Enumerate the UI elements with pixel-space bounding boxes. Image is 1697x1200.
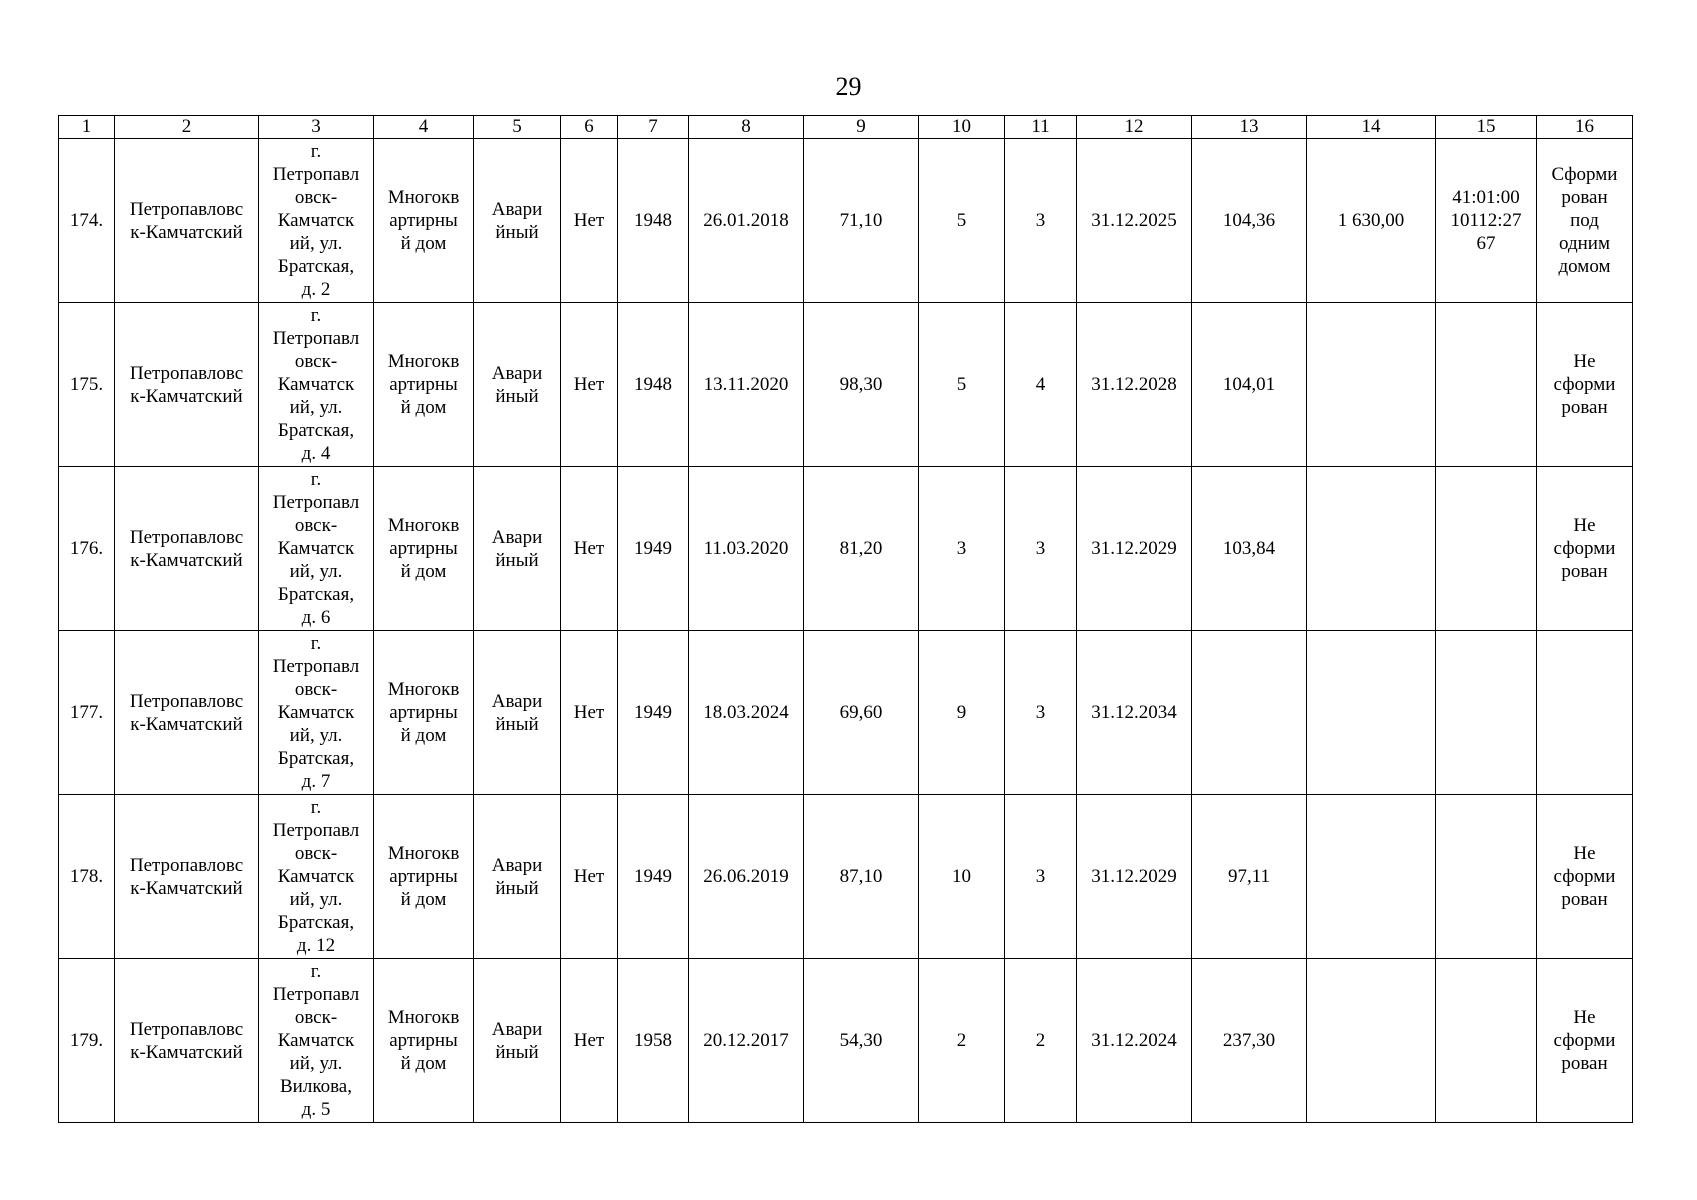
address-text: г. Петропавл овск- Камчатск ий, ул. Вилкова, д. 5 — [272, 961, 360, 1120]
area-cell — [804, 795, 919, 959]
deadline-cell — [1077, 467, 1192, 631]
building-type-cell — [374, 303, 474, 467]
col14-cell — [1307, 795, 1436, 959]
year-cell — [618, 139, 689, 303]
deadline-cell — [1077, 303, 1192, 467]
municipality-cell — [115, 959, 259, 1123]
col11-text: 4 — [1035, 374, 1046, 395]
municipality-text: Петропавловс к-Камчатский — [129, 526, 244, 571]
building-type-cell — [374, 467, 474, 631]
status-cell — [1537, 303, 1633, 467]
col10-text: 10 — [952, 866, 971, 887]
date-cell — [689, 303, 804, 467]
date-cell — [689, 795, 804, 959]
status-cell — [1537, 795, 1633, 959]
date-text: 26.01.2018 — [703, 210, 789, 231]
table-row — [59, 795, 1633, 959]
col14-cell — [1307, 959, 1436, 1123]
deadline-cell — [1077, 139, 1192, 303]
col11-cell — [1005, 631, 1077, 795]
column-header: 11 — [1005, 116, 1077, 139]
status-text: Не сформи рован — [1553, 515, 1616, 582]
year-text: 1949 — [634, 702, 672, 723]
area-text: 69,60 — [839, 702, 883, 723]
flag-text: Нет — [573, 210, 605, 231]
building-type-cell — [374, 139, 474, 303]
municipality-cell — [115, 303, 259, 467]
address-cell — [259, 467, 374, 631]
row-number-cell — [59, 139, 115, 303]
building-type-text: Многокв артирны й дом — [387, 1007, 460, 1074]
condition-cell — [474, 139, 561, 303]
flag-cell — [561, 959, 618, 1123]
address-text: г. Петропавл овск- Камчатск ий, ул. Братская, д. 7 — [272, 633, 360, 792]
col13-cell — [1192, 959, 1307, 1123]
condition-text: Авари йный — [491, 198, 543, 243]
condition-text: Авари йный — [491, 854, 543, 899]
deadline-cell — [1077, 959, 1192, 1123]
municipality-cell — [115, 467, 259, 631]
column-header: 8 — [689, 116, 804, 139]
deadline-text: 31.12.2029 — [1091, 538, 1177, 559]
deadline-cell — [1077, 631, 1192, 795]
row-number-text: 176. — [69, 538, 104, 559]
housing-registry-table — [58, 115, 1633, 1123]
row-number-cell — [59, 303, 115, 467]
deadline-text: 31.12.2028 — [1091, 374, 1177, 395]
building-type-text: Многокв артирны й дом — [387, 679, 460, 746]
col11-text: 3 — [1035, 702, 1046, 723]
municipality-cell — [115, 795, 259, 959]
col13-cell — [1192, 139, 1307, 303]
cadastral-cell — [1436, 303, 1537, 467]
area-text: 71,10 — [839, 210, 883, 231]
col10-text: 2 — [956, 1030, 967, 1051]
row-number-cell — [59, 631, 115, 795]
date-cell — [689, 467, 804, 631]
row-number-cell — [59, 959, 115, 1123]
year-cell — [618, 795, 689, 959]
col13-cell — [1192, 795, 1307, 959]
col10-cell — [919, 139, 1005, 303]
condition-text: Авари йный — [491, 1018, 543, 1063]
year-text: 1948 — [634, 210, 672, 231]
row-number-cell — [59, 795, 115, 959]
address-text: г. Петропавл овск- Камчатск ий, ул. Братская, д. 2 — [272, 141, 360, 300]
cadastral-cell — [1436, 959, 1537, 1123]
col13-cell — [1192, 303, 1307, 467]
condition-cell — [474, 959, 561, 1123]
status-text: Не сформи рован — [1553, 351, 1616, 418]
flag-cell — [561, 467, 618, 631]
col11-cell — [1005, 467, 1077, 631]
building-type-cell — [374, 631, 474, 795]
col10-cell — [919, 303, 1005, 467]
condition-text: Авари йный — [491, 690, 543, 735]
status-text: Не сформи рован — [1553, 843, 1616, 910]
date-cell — [689, 631, 804, 795]
flag-cell — [561, 303, 618, 467]
column-header: 1 — [59, 116, 115, 139]
status-cell — [1537, 467, 1633, 631]
year-text: 1948 — [634, 374, 672, 395]
col10-text: 3 — [956, 538, 967, 559]
address-cell — [259, 631, 374, 795]
col14-text: 1 630,00 — [1337, 210, 1405, 231]
address-text: г. Петропавл овск- Камчатск ий, ул. Братская, д. 6 — [272, 469, 360, 628]
column-header: 5 — [474, 116, 561, 139]
col11-cell — [1005, 959, 1077, 1123]
col11-text: 3 — [1035, 866, 1046, 887]
cadastral-cell — [1436, 631, 1537, 795]
table-row — [59, 139, 1633, 303]
cadastral-cell — [1436, 795, 1537, 959]
flag-cell — [561, 139, 618, 303]
col13-text: 104,36 — [1222, 210, 1276, 231]
condition-text: Авари йный — [491, 526, 543, 571]
area-text: 54,30 — [839, 1030, 883, 1051]
column-header: 2 — [115, 116, 259, 139]
col10-text: 5 — [956, 210, 967, 231]
building-type-text: Многокв артирны й дом — [387, 351, 460, 418]
column-header: 12 — [1077, 116, 1192, 139]
building-type-text: Многокв артирны й дом — [387, 187, 460, 254]
flag-text: Нет — [573, 1030, 605, 1051]
column-header: 9 — [804, 116, 919, 139]
municipality-text: Петропавловс к-Камчатский — [129, 1018, 244, 1063]
cadastral-cell — [1436, 467, 1537, 631]
year-cell — [618, 303, 689, 467]
col11-cell — [1005, 139, 1077, 303]
page-number: 29 — [835, 72, 862, 101]
table-body — [59, 139, 1633, 1123]
address-text: г. Петропавл овск- Камчатск ий, ул. Братская, д. 12 — [272, 797, 360, 956]
address-text: г. Петропавл овск- Камчатск ий, ул. Братская, д. 4 — [272, 305, 360, 464]
area-cell — [804, 631, 919, 795]
municipality-text: Петропавловс к-Камчатский — [129, 854, 244, 899]
year-text: 1958 — [634, 1030, 672, 1051]
col10-cell — [919, 795, 1005, 959]
col13-text: 104,01 — [1222, 374, 1276, 395]
column-header: 6 — [561, 116, 618, 139]
area-text: 98,30 — [839, 374, 883, 395]
municipality-cell — [115, 139, 259, 303]
col11-text: 3 — [1035, 538, 1046, 559]
condition-text: Авари йный — [491, 362, 543, 407]
column-header: 10 — [919, 116, 1005, 139]
col13-text: 97,11 — [1227, 866, 1271, 887]
condition-cell — [474, 795, 561, 959]
year-cell — [618, 467, 689, 631]
deadline-text: 31.12.2025 — [1091, 210, 1177, 231]
header-row — [59, 116, 1633, 139]
municipality-text: Петропавловс к-Камчатский — [129, 690, 244, 735]
flag-text: Нет — [573, 374, 605, 395]
col13-text: 237,30 — [1222, 1030, 1276, 1051]
flag-text: Нет — [573, 866, 605, 887]
year-cell — [618, 959, 689, 1123]
column-header: 7 — [618, 116, 689, 139]
cadastral-cell — [1436, 139, 1537, 303]
deadline-text: 31.12.2034 — [1091, 702, 1177, 723]
column-header: 13 — [1192, 116, 1307, 139]
col11-cell — [1005, 795, 1077, 959]
date-text: 13.11.2020 — [703, 374, 789, 395]
area-cell — [804, 467, 919, 631]
col10-text: 9 — [956, 702, 967, 723]
col13-cell — [1192, 467, 1307, 631]
row-number-text: 179. — [69, 1030, 104, 1051]
status-cell — [1537, 631, 1633, 795]
status-cell — [1537, 959, 1633, 1123]
column-header: 15 — [1436, 116, 1537, 139]
status-text: Не сформи рован — [1553, 1007, 1616, 1074]
column-header: 14 — [1307, 116, 1436, 139]
address-cell — [259, 959, 374, 1123]
col13-text: 103,84 — [1222, 538, 1276, 559]
status-text: Сформи рован под одним домом — [1551, 164, 1618, 277]
area-cell — [804, 139, 919, 303]
area-text: 81,20 — [839, 538, 883, 559]
col11-cell — [1005, 303, 1077, 467]
municipality-cell — [115, 631, 259, 795]
date-text: 26.06.2019 — [703, 866, 789, 887]
col10-text: 5 — [956, 374, 967, 395]
deadline-text: 31.12.2024 — [1091, 1030, 1177, 1051]
date-text: 11.03.2020 — [703, 538, 789, 559]
year-text: 1949 — [634, 866, 672, 887]
date-cell — [689, 959, 804, 1123]
col10-cell — [919, 631, 1005, 795]
col14-cell — [1307, 139, 1436, 303]
row-number-text: 177. — [69, 702, 104, 723]
year-text: 1949 — [634, 538, 672, 559]
deadline-text: 31.12.2029 — [1091, 866, 1177, 887]
deadline-cell — [1077, 795, 1192, 959]
column-header: 16 — [1537, 116, 1633, 139]
col11-text: 2 — [1035, 1030, 1046, 1051]
col14-cell — [1307, 303, 1436, 467]
column-header: 4 — [374, 116, 474, 139]
col14-cell — [1307, 631, 1436, 795]
area-cell — [804, 303, 919, 467]
row-number-text: 178. — [69, 866, 104, 887]
date-text: 18.03.2024 — [703, 702, 789, 723]
column-header: 3 — [259, 116, 374, 139]
row-number-text: 174. — [69, 210, 104, 231]
date-cell — [689, 139, 804, 303]
municipality-text: Петропавловс к-Камчатский — [129, 198, 244, 243]
flag-text: Нет — [573, 538, 605, 559]
building-type-cell — [374, 795, 474, 959]
address-cell — [259, 795, 374, 959]
table-header — [59, 116, 1633, 139]
col11-text: 3 — [1035, 210, 1046, 231]
condition-cell — [474, 303, 561, 467]
col10-cell — [919, 467, 1005, 631]
status-cell — [1537, 139, 1633, 303]
address-cell — [259, 139, 374, 303]
area-text: 87,10 — [839, 866, 883, 887]
row-number-text: 175. — [69, 374, 104, 395]
building-type-text: Многокв артирны й дом — [387, 843, 460, 910]
table-row — [59, 959, 1633, 1123]
cadastral-text: 41:01:00 10112:27 67 — [1450, 187, 1522, 254]
address-cell — [259, 303, 374, 467]
building-type-cell — [374, 959, 474, 1123]
table-row — [59, 631, 1633, 795]
row-number-cell — [59, 467, 115, 631]
year-cell — [618, 631, 689, 795]
table-row — [59, 467, 1633, 631]
col13-cell — [1192, 631, 1307, 795]
condition-cell — [474, 631, 561, 795]
col10-cell — [919, 959, 1005, 1123]
col14-cell — [1307, 467, 1436, 631]
flag-cell — [561, 795, 618, 959]
condition-cell — [474, 467, 561, 631]
municipality-text: Петропавловс к-Камчатский — [129, 362, 244, 407]
table-row — [59, 303, 1633, 467]
flag-cell — [561, 631, 618, 795]
date-text: 20.12.2017 — [703, 1030, 789, 1051]
building-type-text: Многокв артирны й дом — [387, 515, 460, 582]
flag-text: Нет — [573, 702, 605, 723]
area-cell — [804, 959, 919, 1123]
